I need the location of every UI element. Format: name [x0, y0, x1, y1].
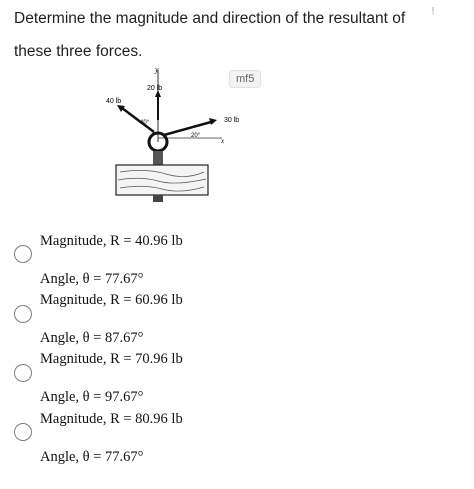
- option-4-angle: Angle, θ = 77.67°: [40, 449, 144, 465]
- x-axis-label: x: [221, 137, 225, 145]
- wood-block: [116, 165, 208, 195]
- option-1-magnitude: Magnitude, R = 40.96 lb: [40, 233, 183, 249]
- question-tag: mf5: [229, 70, 261, 88]
- option-2-magnitude: Magnitude, R = 60.96 lb: [40, 292, 183, 308]
- force-right-arrowhead: [209, 118, 217, 125]
- answer-option-3[interactable]: [14, 351, 414, 409]
- force-diagram: [96, 62, 256, 212]
- option-2-angle: Angle, θ = 87.67°: [40, 330, 144, 346]
- radio-option-2[interactable]: [14, 305, 32, 323]
- option-4-magnitude: Magnitude, R = 80.96 lb: [40, 411, 183, 427]
- bolt-nut: [153, 195, 163, 202]
- force-left-label: 40 lb: [106, 98, 122, 105]
- force-left-arrow: [122, 108, 154, 132]
- answer-option-4[interactable]: [14, 411, 414, 469]
- angle-left-label: 40°: [140, 120, 150, 126]
- force-right-label: 30 lb: [224, 117, 240, 124]
- option-1-angle: Angle, θ = 77.67°: [40, 271, 144, 287]
- y-axis-label: y: [155, 65, 159, 74]
- force-up-label: 20 lb: [147, 85, 163, 92]
- radio-option-3[interactable]: [14, 364, 32, 382]
- radio-option-4[interactable]: [14, 423, 32, 441]
- flag-icon[interactable]: !: [431, 6, 435, 17]
- option-3-magnitude: Magnitude, R = 70.96 lb: [40, 351, 183, 367]
- force-right-arrow: [164, 122, 211, 135]
- radio-option-1[interactable]: [14, 245, 32, 263]
- option-3-angle: Angle, θ = 97.67°: [40, 389, 144, 405]
- bolt-shank: [153, 151, 163, 165]
- answer-option-1[interactable]: [14, 233, 414, 291]
- question-text: Determine the magnitude and direction of the resultant of these three forces.: [14, 10, 406, 60]
- answer-option-2[interactable]: [14, 292, 414, 350]
- angle-right-label: 20°: [191, 133, 201, 139]
